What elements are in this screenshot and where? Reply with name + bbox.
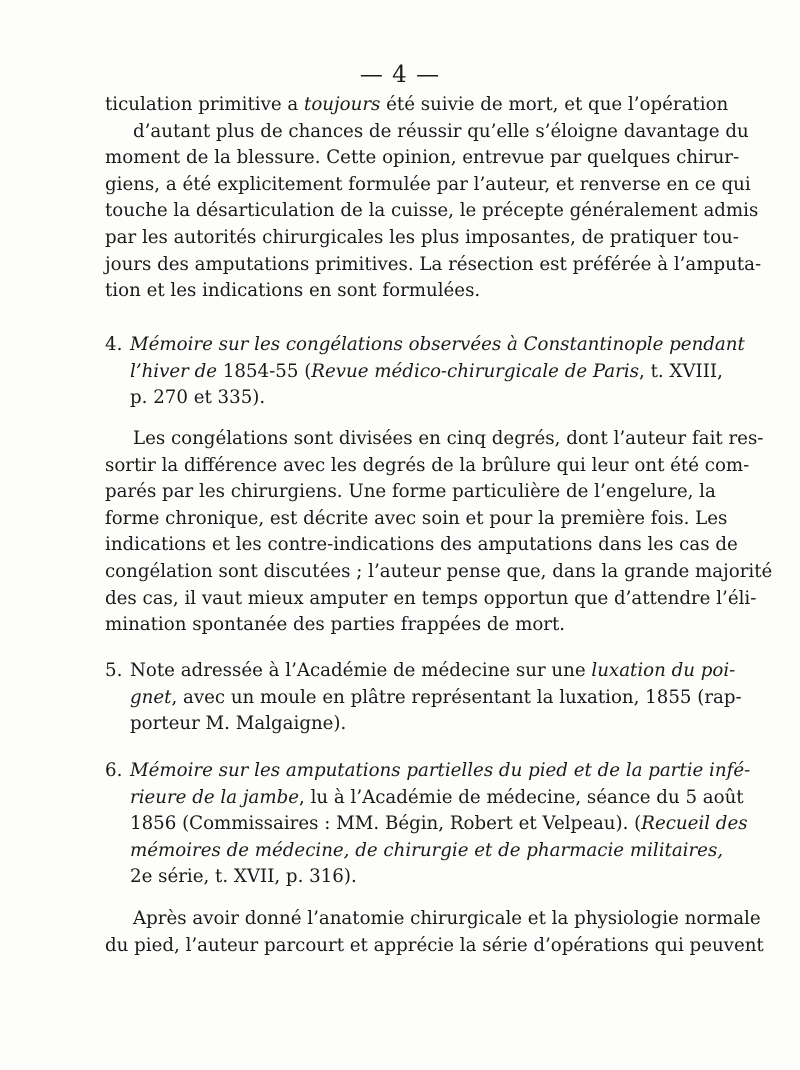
text-line: indications et les contre-indications des amputations dans les cas de bbox=[105, 534, 738, 556]
text-line: moment de la blessure. Cette opinion, entrevue par quelques chirur- bbox=[105, 147, 740, 169]
text-line: touche la désarticulation de la cuisse, le précepte généralement admis bbox=[105, 200, 759, 222]
text-line: du pied, l’auteur parcourt et apprécie la série d’opérations qui peuvent bbox=[105, 934, 764, 956]
text-line: des cas, il vaut mieux amputer en temps opportun que d’attendre l’éli- bbox=[105, 587, 757, 609]
text-line: rieure de la jambe, lu à l’Académie de médecine, séance du 5 août bbox=[130, 786, 744, 808]
text-line: mination spontanée des parties frappées de mort. bbox=[105, 614, 566, 636]
item-number: 6. bbox=[105, 760, 123, 781]
text-line: mémoires de médecine, de chirurgie et de pharmacie militaires, bbox=[130, 839, 724, 861]
bibliography-item-4 bbox=[105, 332, 745, 412]
text-line: giens, a été explicitement formulée par l’auteur, et renverse en ce qui bbox=[105, 173, 751, 195]
text-line: congélation sont discutées ; l’auteur pense que, dans la grande majorité bbox=[105, 560, 773, 582]
item-number: 5. bbox=[105, 660, 123, 681]
text-line: porteur M. Malgaigne). bbox=[130, 713, 347, 735]
text-line: p. 270 et 335). bbox=[130, 387, 266, 409]
text-line: par les autorités chirurgicales les plus imposantes, de pratiquer tou- bbox=[105, 226, 739, 248]
text-line: Après avoir donné l’anatomie chirurgicale et la physiologie normale bbox=[133, 908, 761, 929]
page-number: — 4 — bbox=[359, 62, 441, 88]
text-line: 2e série, t. XVII, p. 316). bbox=[130, 866, 357, 888]
text-line: sortir la différence avec les degrés de la brûlure qui leur ont été com- bbox=[105, 454, 750, 476]
text-line: 6. Mémoire sur les amputations partielles du pied et de la partie infé- bbox=[130, 758, 695, 785]
text-line: gnet, avec un moule en plâtre représentant la luxation, 1855 (rap- bbox=[130, 686, 742, 708]
text-line: 1856 (Commissaires : MM. Bégin, Robert et Velpeau). (Recueil des bbox=[130, 813, 748, 835]
text-line: jours des amputations primitives. La résection est préférée à l’amputa- bbox=[105, 253, 762, 275]
paragraph-amputation-primitive bbox=[105, 92, 762, 305]
text-line: parés par les chirurgiens. Une forme particulière de l’engelure, la bbox=[105, 481, 716, 503]
bibliography-item-5 bbox=[105, 658, 742, 738]
text-line: tion et les indications en sont formulées. bbox=[105, 280, 481, 302]
text-line: 4. Mémoire sur les congélations observées à Constantinople pendant bbox=[130, 332, 695, 359]
text-line: l’hiver de 1854-55 (Revue médico-chirurgicale de Paris, t. XVIII, bbox=[130, 360, 723, 382]
text-line: d’autant plus de chances de réussir qu’elle s’éloigne davantage du bbox=[133, 120, 749, 142]
paragraph-anatomie bbox=[105, 906, 764, 959]
item-number: 4. bbox=[105, 334, 123, 355]
text-line: forme chronique, est décrite avec soin et pour la première fois. Les bbox=[105, 507, 728, 529]
text-line: Les congélations sont divisées en cinq degrés, dont l’auteur fait res- bbox=[133, 428, 764, 449]
text-line: ticulation primitive a toujours été suivie de mort, et que l’opération bbox=[105, 94, 729, 115]
paragraph-congelations bbox=[105, 426, 773, 639]
bibliography-item-6 bbox=[105, 758, 751, 891]
text-line: 5. Note adressée à l’Académie de médecine sur une luxation du poi- bbox=[130, 658, 695, 685]
